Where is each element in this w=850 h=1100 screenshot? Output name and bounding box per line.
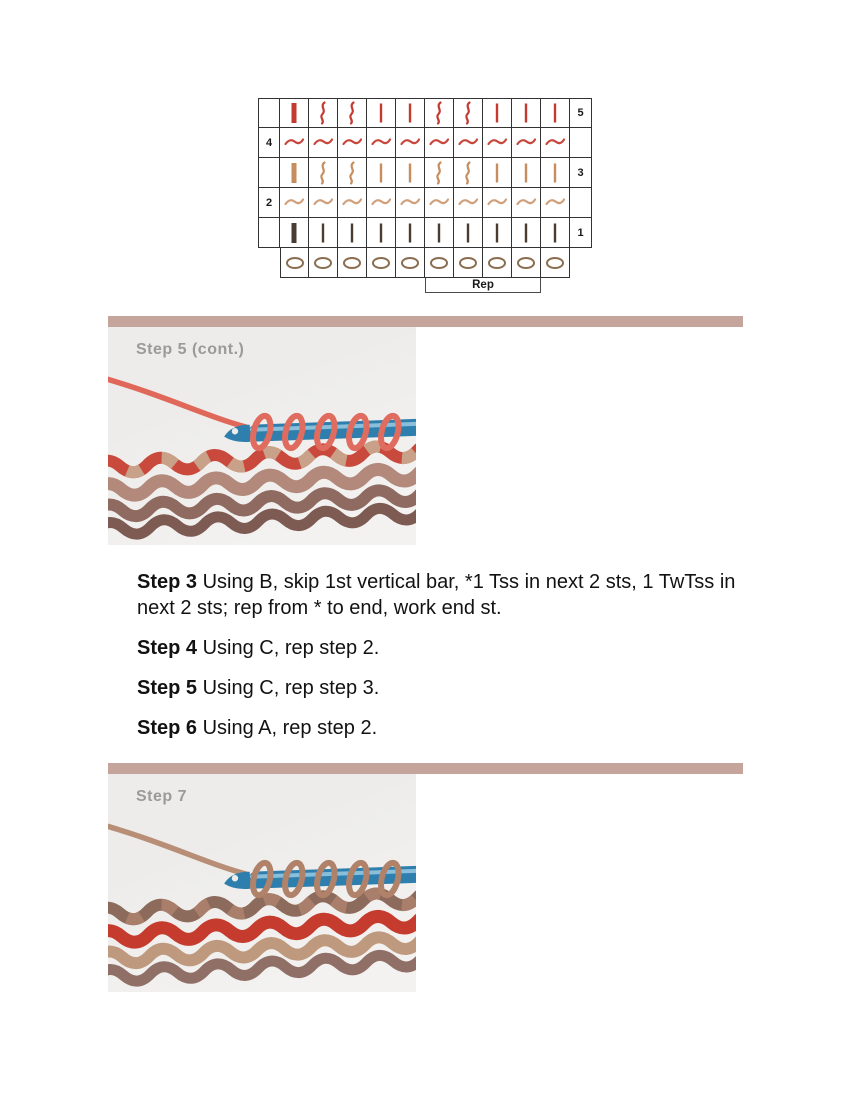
section-divider-bar	[108, 316, 743, 327]
chart-cell-tilde	[512, 128, 541, 158]
chart-cell-bar	[367, 218, 396, 248]
step-label: Step 4	[137, 637, 198, 659]
chart-cell-bar	[396, 218, 425, 248]
crochet-photo-illustration	[108, 327, 416, 545]
chart-cell-tilde	[425, 188, 454, 218]
crochet-photo-illustration	[108, 774, 416, 992]
chart-cell-bar	[541, 158, 570, 188]
step-text: Using C, rep step 3.	[202, 677, 380, 699]
chart-cell-tilde	[541, 128, 570, 158]
instruction-step	[137, 675, 755, 701]
chart-cell-tilde	[367, 128, 396, 158]
chart-row-label-right: 3	[570, 158, 592, 188]
step-text: Using A, rep step 2.	[202, 717, 378, 739]
instruction-step	[137, 635, 755, 661]
chart-cell-oval	[425, 248, 454, 278]
chart-cell-bar	[367, 158, 396, 188]
chart-cell-oval	[338, 248, 367, 278]
chart-cell-bar	[454, 218, 483, 248]
chart-cell-squiggle	[309, 98, 338, 128]
stitch-chart	[258, 98, 592, 293]
chart-row-label-left: 4	[258, 128, 280, 158]
step-label: Step 6	[137, 717, 198, 739]
chart-cell-bar	[483, 98, 512, 128]
chart-cell-bar	[483, 158, 512, 188]
chart-cell-tilde	[280, 188, 309, 218]
chart-cell-bar	[541, 218, 570, 248]
chart-row-label-left	[258, 218, 280, 248]
step-photo	[108, 327, 416, 545]
chart-cell-bar	[483, 218, 512, 248]
photo-step-label: Step 7	[136, 788, 188, 805]
chart-cell-bar	[396, 158, 425, 188]
chart-cell-squiggle	[454, 158, 483, 188]
chart-row-label-right: 5	[570, 98, 592, 128]
chart-cell-bar	[338, 218, 367, 248]
chart-cell-squiggle	[454, 98, 483, 128]
chart-cell-tilde	[338, 128, 367, 158]
chart-cell-oval	[280, 248, 309, 278]
chart-cell-bar-bold	[280, 98, 309, 128]
step-photo-section	[108, 316, 743, 545]
chart-row-label-right	[570, 128, 592, 158]
chart-row-label-right: 1	[570, 218, 592, 248]
chart-row-label-left	[258, 98, 280, 128]
chart-cell-bar	[425, 218, 454, 248]
chart-cell-tilde	[309, 188, 338, 218]
chart-cell-oval	[396, 248, 425, 278]
chart-row-label-right	[570, 188, 592, 218]
chart-cell-tilde	[396, 128, 425, 158]
step-label: Step 3	[137, 571, 198, 593]
chart-cell-tilde	[483, 188, 512, 218]
instruction-step	[137, 569, 755, 621]
chart-cell-bar	[396, 98, 425, 128]
chart-cell-tilde	[367, 188, 396, 218]
chart-cell-oval	[309, 248, 338, 278]
chart-cell-bar	[541, 98, 570, 128]
chart-cell-bar	[512, 158, 541, 188]
chart-cell-bar	[367, 98, 396, 128]
instruction-step	[137, 715, 755, 741]
chart-cell-squiggle	[338, 158, 367, 188]
instructions	[137, 569, 755, 755]
step-text: Using B, skip 1st vertical bar, *1 Tss in next 2 sts, 1 TwTss in next 2 sts; rep from * to end, work end st.	[137, 571, 736, 619]
chart-cell-squiggle	[338, 98, 367, 128]
photo-step-label: Step 5 (cont.)	[136, 341, 245, 358]
chart-cell-tilde	[309, 128, 338, 158]
chart-cell-squiggle	[309, 158, 338, 188]
chart-cell-tilde	[483, 128, 512, 158]
chart-cell-bar	[512, 218, 541, 248]
step-photo-section	[108, 763, 743, 992]
chart-cell-oval	[483, 248, 512, 278]
chart-cell-oval	[512, 248, 541, 278]
step-photo	[108, 774, 416, 992]
chart-cell-bar	[309, 218, 338, 248]
chart-cell-tilde	[512, 188, 541, 218]
chart-rep-bracket: Rep	[425, 278, 541, 293]
chart-cell-tilde	[454, 188, 483, 218]
chart-cell-oval	[541, 248, 570, 278]
chart-spacer	[570, 248, 592, 278]
chart-cell-tilde	[454, 128, 483, 158]
chart-cell-squiggle	[425, 98, 454, 128]
chart-cell-oval	[367, 248, 396, 278]
chart-cell-bar-bold	[280, 218, 309, 248]
chart-cell-bar	[512, 98, 541, 128]
chart-cell-tilde	[280, 128, 309, 158]
chart-cell-oval	[454, 248, 483, 278]
chart-cell-tilde	[338, 188, 367, 218]
chart-row-label-left	[258, 158, 280, 188]
chart-cell-squiggle	[425, 158, 454, 188]
chart-cell-tilde	[541, 188, 570, 218]
chart-row-label-left: 2	[258, 188, 280, 218]
chart-cell-tilde	[396, 188, 425, 218]
section-divider-bar	[108, 763, 743, 774]
step-text: Using C, rep step 2.	[202, 637, 380, 659]
chart-spacer	[258, 248, 280, 278]
chart-cell-tilde	[425, 128, 454, 158]
step-label: Step 5	[137, 677, 198, 699]
chart-cell-bar-bold	[280, 158, 309, 188]
